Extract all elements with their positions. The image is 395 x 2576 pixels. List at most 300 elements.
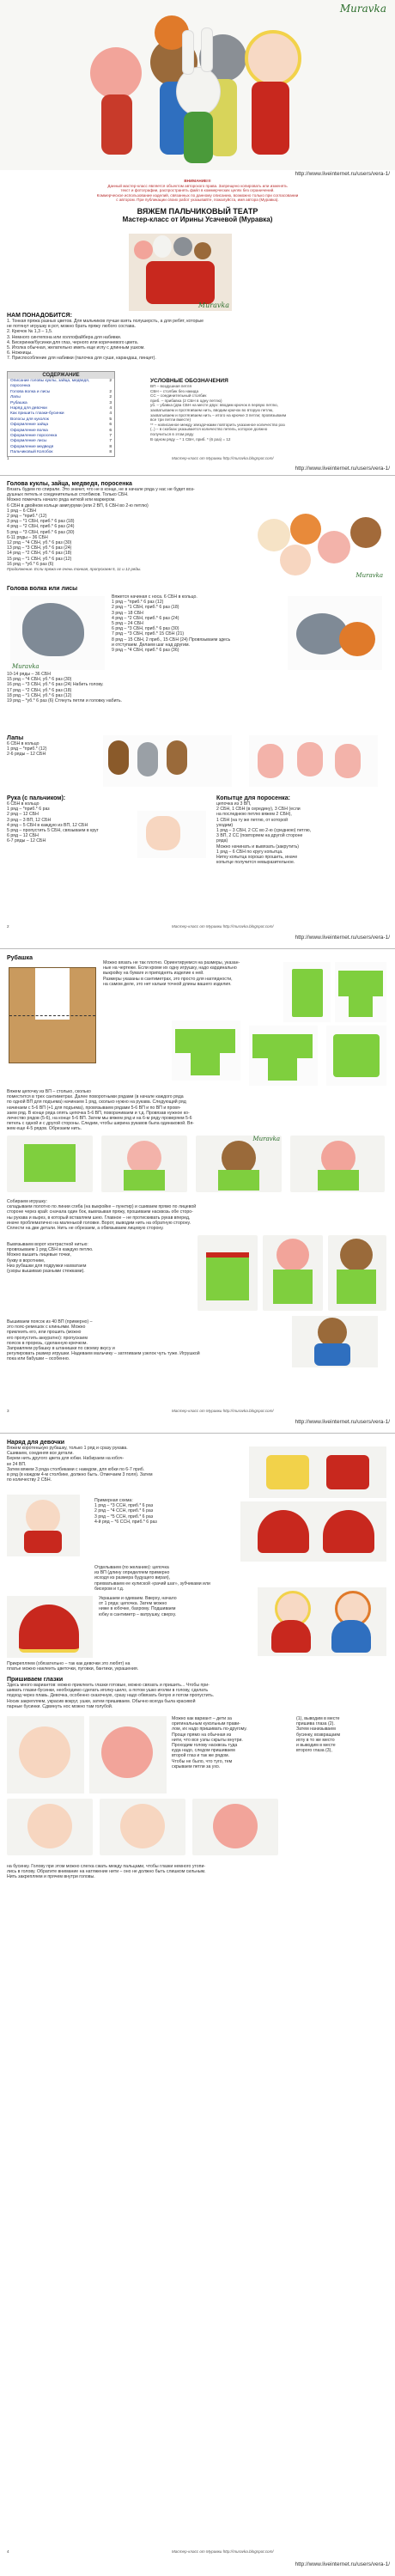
paws-line: 2-6 ряды – 12 СБН xyxy=(7,752,46,758)
eyes-line: Затем нанизываем xyxy=(296,1726,336,1733)
url-page2[interactable]: http://www.liveinternet.ru/users/vera-1/ xyxy=(295,935,390,941)
puppet-body xyxy=(271,1620,311,1653)
eyes-line: оригинальным кукольным прави- xyxy=(172,1721,240,1727)
eyes-line: второго глаза (3), xyxy=(296,1748,332,1754)
arm-line: 6 СБН в кольцо xyxy=(7,801,40,807)
wolf-line: 18 ряд – *1 СБН, уб.* 6 раз (12) xyxy=(7,692,72,698)
dress-line: 3 ряд – *5 ССН, приб.* 6 раз xyxy=(94,1513,154,1519)
url-page1[interactable]: http://www.liveinternet.ru/users/vera-1/ xyxy=(295,466,390,472)
paws-photo-2 xyxy=(249,735,378,787)
cover-photo xyxy=(0,0,395,170)
assemble-line: Вывязываем ворот контрастной нитью: xyxy=(7,1242,88,1247)
toc-row[interactable] xyxy=(8,379,114,390)
dress-piece xyxy=(266,1455,309,1489)
arm-line: 2 ряд – 12 СБН xyxy=(7,812,39,818)
assemble-line: складываем полотно по линии сгиба (на выкройке – пунктир) и сшиваем прямо по лицевой xyxy=(7,1204,197,1210)
photo-bodies xyxy=(146,261,215,304)
hoof-pink xyxy=(258,744,283,778)
arm-line: 3 ряд – 3 ВП, 12 СБН xyxy=(7,817,52,823)
hoof-pink-2 xyxy=(297,742,323,776)
dress-line: 4-й ряд – *6 ССН, приб.* 6 раз xyxy=(94,1519,157,1525)
green-shirt-piece xyxy=(349,993,373,1017)
eyes-line: Чтобы не было, что туго, тем xyxy=(172,1758,233,1764)
shirt-assemble xyxy=(7,1199,385,1231)
dress-line: 1 ряд – *3 ССН, приб.* 6 раз xyxy=(94,1503,154,1509)
arm-line: 4 ряд – 5 СБН в каждую из ВП, 12 СБН xyxy=(7,822,88,828)
green-shirt-piece xyxy=(124,1170,165,1191)
assemble-line: его пропустить аккуратно): пропускаем xyxy=(7,1335,88,1341)
wolf-line: 17 ряд – *2 СБН, уб.* 6 раз (18) xyxy=(7,687,72,693)
toc-page: 2 xyxy=(109,379,112,383)
arm-piece xyxy=(146,816,180,850)
eyes-line: Проще прямо на обычная из xyxy=(172,1732,232,1738)
puppet-head-ball xyxy=(318,1318,347,1347)
toc-row[interactable] xyxy=(8,450,114,455)
dress-line: ке 24 ВП. xyxy=(7,1461,27,1467)
eyes-line: Носик закрепляем, украсив вокруг, ушки, затем пришиваем. Обычно всегда была красивой xyxy=(7,1698,196,1704)
wolf-line: 8 ряд – 15 СБН, 2 приб., 15 СБН (24) Провязываем здесь xyxy=(112,636,231,642)
toc-label[interactable]: Оформление зайца xyxy=(10,423,49,428)
eyes-line: парные бусинки. Сдвинуть нос можно там голубой. xyxy=(7,1703,113,1709)
arm-line: 6 ряд – 12 СБН xyxy=(7,833,39,839)
page-number: 3 xyxy=(7,1409,9,1413)
head-row: 13 ряд – *3 СБН, уб.* 6 раз (24) xyxy=(7,545,72,551)
head-note: Продолжение. Если пряжа не очень тонкая, пропускаем 5, 11 и 12 ряды. xyxy=(7,567,142,572)
assemble-line: (узоры вышиваю разными стежками). xyxy=(7,1269,85,1275)
group-photo xyxy=(129,234,232,311)
photo-signature: Muravka xyxy=(12,663,40,670)
head-ball-pink xyxy=(318,531,350,563)
page-1 xyxy=(0,0,395,475)
needs-item: 6. Ножницы. xyxy=(7,350,33,356)
photo-signature: Muravka xyxy=(356,572,383,579)
green-shirt-piece xyxy=(337,1270,376,1304)
puppet-head-ball xyxy=(101,1726,153,1778)
eyes-step-photo xyxy=(192,1799,278,1855)
hoof-line: 1 ряд – 6 СБН по кругу копытца. xyxy=(216,849,283,855)
toc-label[interactable]: Рубашка xyxy=(10,400,27,405)
photo-signature: Muravka xyxy=(252,1136,280,1142)
head-row: 2 ряд – *приб.* (12) xyxy=(7,514,47,520)
wolf-photo-2 xyxy=(288,596,382,670)
legend-item: (..) – в скобках указывается количество петель, которое должно получиться в этом ряду xyxy=(150,427,268,436)
puppet-head-ball xyxy=(26,1500,60,1534)
assemble-line: это пояс-ремешок с клиньями. Можно xyxy=(7,1325,86,1331)
heads-photo xyxy=(256,514,385,579)
puppet-body xyxy=(331,1620,371,1653)
assemble-line: Низ рубашки для подружки нахватаем xyxy=(7,1263,87,1269)
dress-line: Сшиваем, соединяя все детали. xyxy=(7,1451,74,1457)
head-intro: 6 СБН в двойном кольце амигуруми (или 2 ВП, 6 СБН во 2-ю петлю) xyxy=(7,502,149,509)
needs-item: 2. Крючок № 1,3 – 1,5. xyxy=(7,329,53,335)
collar-photo xyxy=(328,1235,386,1311)
green-shirt-piece xyxy=(292,969,323,1017)
shirt-step: по одной ВП для подъема) начинаем 1 ряд, сколько нужно на рукава. Следующий ряд xyxy=(7,1099,186,1105)
page-separator xyxy=(0,475,395,476)
dress-line: платье можно наклеить цветочки, пуговки, бантики, украшения. xyxy=(7,1666,139,1672)
dress-line: 2 ряд – *4 ССН, приб.* 6 раз xyxy=(94,1508,154,1514)
assemble-line: Можно вышить лицевые точки, xyxy=(7,1252,71,1258)
page-separator xyxy=(0,1433,395,1434)
hoof-pink-3 xyxy=(335,744,361,778)
legend-item: уб. – убавка (два СБН на месте двух: вводим крючок в первую петлю, захватываем и протягиваем нить, вводим крючок во вторую петлю, захватываем и протягиваем нить – итого на крючке 3 петли; провязываем все три петли вместе) xyxy=(150,403,287,423)
needs-item: 5. Иголка обычная, желательно иметь еще иглу с длинным ушком. xyxy=(7,345,145,351)
shirt-step: заем ряд. В конце ряда опять цепочка 5-6 ВП, поворачиваем и т.д. Провязав нужное ко- xyxy=(7,1110,190,1116)
wolf-rows-2 xyxy=(7,672,385,703)
green-shirt-piece xyxy=(206,1252,249,1300)
needs-item: 1. Тонкая пряжа разных цветов. Для мальчиков лучше взять полушерсть, а для ребят, которые xyxy=(7,319,204,324)
wolf-line: Вяжется начиная с носа. 6 СБН в кольцо. xyxy=(112,594,198,600)
page-4 xyxy=(0,1436,395,2576)
wolf-line: 3 ряд – 18 СБН xyxy=(112,610,143,616)
assemble-line: ны рукава и вырез, в который вставляем шею. Главное – не протискивать рукав вперед, xyxy=(7,1215,191,1221)
wolf-line: 2 ряд – *1 СБН, приб.* 6 раз (18) xyxy=(112,605,179,611)
toc-label[interactable]: Оформление волка xyxy=(10,428,48,433)
footer-credit: Мастер-класс от Муравки http://muravka.blogspot.com/ xyxy=(172,2549,274,2554)
hare-ear-right xyxy=(201,27,213,72)
wolf-line: 19 ряд – *уб.* 6 раз (6) Стянуть петли и головку набить. xyxy=(7,698,122,704)
needs-item: не потянут игрушку в рот, можно брать пряжу любого состава. xyxy=(7,324,136,330)
needs-item: 7. Приспособление для набивки (палочка для суши, карандаш, пинцет). xyxy=(7,356,156,362)
url-page4[interactable]: http://www.liveinternet.ru/users/vera-1/ xyxy=(295,2561,390,2567)
shirt-pattern xyxy=(9,967,96,1063)
dress-line: по количеству 2 СБН. xyxy=(7,1477,52,1483)
dress-finish xyxy=(99,1596,245,1617)
dress-line: Отделываем (по желанию): цепочка xyxy=(94,1565,169,1570)
hoof-line: 2 СБН, 1 СБН (в середину), 3 СБН (если xyxy=(216,807,301,813)
shirt-step: Вяжем цепочку из ВП – столько, сколько xyxy=(7,1089,91,1094)
shirt-step: жем еще 4-5 рядов. Обрезаем нить. xyxy=(7,1126,82,1132)
assemble-line: Заправляем рубашку в штанишки по своему вкусу и xyxy=(7,1346,115,1352)
wolf-line: 9 ряд – *4 СБН, приб.* 6 раз (36) xyxy=(112,648,179,654)
wolf-line: 5 ряд – 24 СБН xyxy=(112,621,143,627)
toc-page: 6 xyxy=(109,423,112,428)
head-row: 15 ряд – *1 СБН, уб.* 6 раз (12) xyxy=(7,556,72,562)
eyes-middle-text xyxy=(172,1716,283,1769)
signature-top: Muravka xyxy=(339,3,386,15)
legend-item: ВП – воздушная петля xyxy=(150,384,191,388)
shirt-line: выкройку на бумаге и приподнять изделие к ней. xyxy=(103,971,204,977)
toc-label[interactable]: Голова волка и лисы xyxy=(10,389,51,394)
toc-page: 4 xyxy=(109,411,112,417)
eyes-tail xyxy=(7,1864,388,1880)
arm-heading: Рука (с пальчиком): xyxy=(7,795,66,801)
wolf-line: и отступаем. Делаем шаг над другим. xyxy=(112,642,190,648)
dress-photo-mid xyxy=(240,1501,386,1562)
dress-line: Украшаем и одеваем. Вверху, начало xyxy=(99,1596,177,1601)
hare-body xyxy=(184,112,213,163)
shirt-photo-5 xyxy=(326,1026,386,1086)
toc-label[interactable]: Оформление лисы xyxy=(10,439,47,444)
toc-label[interactable]: Как пришить глазки-бусинки xyxy=(10,411,64,417)
toc-label[interactable]: Оформление поросенка xyxy=(10,434,58,439)
green-shirt-piece xyxy=(268,1055,297,1081)
eyes-line: Проходим голову насквозь туда xyxy=(172,1743,238,1749)
head-heading: Голова куклы, зайца, медведя, поросенка xyxy=(7,481,132,487)
footer-credit: Мастер-класс от Муравки http://muravka.blogspot.com/ xyxy=(172,456,274,460)
puppet-head-ball xyxy=(340,1239,373,1271)
notice-line: с автором. При публикации своих работ указывайте, пожалуйста, имя автора (Муравка). xyxy=(116,198,279,203)
title-block xyxy=(0,207,395,223)
eyes-step-photo xyxy=(7,1799,93,1855)
eyes-heading: Пришиваем глазки xyxy=(7,1677,64,1683)
step-photo xyxy=(290,1136,385,1192)
paw-brown xyxy=(108,740,129,775)
dress-line: в ряд (в каждом 4-м столбике, должно быть. Отмечаем 3 поля). Затем xyxy=(7,1472,153,1478)
legend-item: В одном ряду – * 1 СБН, приб. * (6 раз) = 12 xyxy=(150,436,231,442)
toc-page: 3 xyxy=(109,400,112,405)
wolf-line: 7 ряд – *3 СБН, приб.* 15 СБН (21) xyxy=(112,631,185,637)
toc-table xyxy=(7,371,115,457)
paws-heading: Лапы xyxy=(7,735,24,741)
needs-heading: НАМ ПОНАДОБИТСЯ: xyxy=(7,313,72,319)
puppet-head-ball xyxy=(19,1726,70,1778)
paw-brown-2 xyxy=(167,740,187,775)
shirt-line: Размеры указаны в сантиметрах, это просто для наглядности, xyxy=(103,976,233,982)
legend-item: СБН – столбик без накида xyxy=(150,388,199,393)
eyes-tail-line: лись в голову. Обратите внимание на натяжение нити – оно не должно быть слишком сильным. xyxy=(7,1869,206,1875)
hare-puppet xyxy=(176,67,221,116)
legend-item: СС – соединительный столбик xyxy=(150,393,207,399)
toc-label[interactable]: Лапы xyxy=(10,395,21,400)
belt-text xyxy=(7,1319,230,1362)
legend-item: приб. – прибавка (2 СБН в одну петлю) xyxy=(150,398,222,403)
skirt-piece xyxy=(19,1605,79,1653)
paw-gray xyxy=(137,742,158,776)
girl-body xyxy=(252,82,289,155)
assemble-line: регулировать размер игрушки. Надеваем мальчику – затягиваем узелок чуть туже. Игрушкой xyxy=(7,1351,200,1357)
eyes-line: иглу в то же место xyxy=(296,1737,335,1743)
dress-line: Прикрепляем (обязательно – так как девочки это любят) на xyxy=(7,1661,131,1666)
assemble-line: Сплести на две детали. Нить не обрезаем, а обвязываем лицевую сторону. xyxy=(7,1226,164,1232)
footer-credit: Мастер-класс от Муравки http://muravka.blogspot.com/ xyxy=(172,1409,274,1413)
eyes-tail-line: на бусинку. Голову при этом можно слегка сжать между пальцами, чтобы глазки немного утопи- xyxy=(7,1864,206,1869)
needs-block xyxy=(7,313,264,362)
hoof-line: копытце получится невыразительное. xyxy=(216,860,295,866)
shirt-heading: Рубашка xyxy=(7,955,33,961)
toc-page: 8 xyxy=(109,444,112,449)
eyes-line: куда надо, следом пришиваем xyxy=(172,1748,235,1754)
head-intro: Можно помечать начало ряда ниткой или маркером. xyxy=(7,497,116,503)
assemble-line: провязываем 1 ряд СБН в каждую петлю. xyxy=(7,1247,94,1253)
eyes-line: скрываем петли за ухо. xyxy=(172,1763,221,1769)
shirt-photo-3 xyxy=(172,1020,240,1081)
toc-label[interactable]: Волосы для куколок xyxy=(10,417,49,422)
toc-page: 7 xyxy=(109,434,112,439)
eyes-line: (1), выводим в месте xyxy=(296,1716,340,1721)
collar-photos xyxy=(198,1235,386,1312)
paws-line: 6 СБН в кольцо xyxy=(7,741,40,746)
collar-photo xyxy=(263,1235,323,1311)
shirt-step: начинаем с 5-6 ВП (+1 для подъема), провязываем рядами 5-6 ВП и по ВП и провя- xyxy=(7,1105,181,1111)
head-ball-orange xyxy=(290,514,321,545)
head-intro: Вязать будем по спирали. Это значит, что не в конце, не в начале ряда у нас не будет воз- xyxy=(7,487,195,492)
arm-line: 6-7 ряды – 12 СБН xyxy=(7,838,46,844)
eyes-line: лом, их надо пришивать по-другому. xyxy=(172,1726,247,1733)
dress-heading: Наряд для девочки xyxy=(7,1440,65,1446)
shirt-step: личество рядов (5-6), на конце 5-6 ВП. Затем мы вяжем ряд и на 6-м ряду проверяем 5-6 xyxy=(7,1116,192,1122)
page-number: 2 xyxy=(7,924,9,929)
photo-pig xyxy=(134,241,153,259)
eyes-line: шивать глазки-бусинки, необходимо сделать иголку-шило, а потом ушко иголки в голову, сделать xyxy=(7,1688,209,1694)
hoof-line: цепочка из 3 ВП, xyxy=(216,801,252,807)
hoof-line: Можно начинать и вывязать (закрутить) xyxy=(216,843,300,850)
collar-text xyxy=(7,1242,179,1274)
toc-page: 7 xyxy=(109,439,112,444)
toc-label[interactable]: Оформление медведя xyxy=(10,444,54,449)
needs-item: 3. Немного синтепона или холлофайбера для набивки. xyxy=(7,334,122,340)
head-row: 5 ряд – *3 СБН, приб.* 6 раз (30) xyxy=(7,529,75,535)
assemble-line: иначе проблематично на маленькой головке. Ворот, выводим нить на обратную сторону. xyxy=(7,1220,191,1226)
eyes-photo-a xyxy=(7,1716,84,1793)
hoof-line: 1 ряд – 3 СБН, 2 СС во 2-ю (среднюю) петлю, xyxy=(216,828,312,834)
assemble-line: Вышиваем поясок из 40 ВП (примерно) – xyxy=(7,1319,93,1325)
collar-photo xyxy=(198,1235,258,1311)
legend-block xyxy=(150,378,288,442)
hoof-heading: Копытце для поросенка: xyxy=(216,795,290,801)
page-3 xyxy=(0,952,395,1431)
eyes-section xyxy=(7,1677,388,1709)
dress-line: Примерная схема: xyxy=(94,1498,133,1503)
dress-scheme xyxy=(94,1498,215,1525)
shirt-intro xyxy=(103,960,275,987)
arm-line: 1 ряд – *приб.* 6 раз xyxy=(7,807,50,813)
paws-photo xyxy=(103,735,232,787)
notice-line: Коммерческое использование изделий, связанных по данному описанию, возможно только при согласовании xyxy=(96,192,299,198)
dress-line: из ВП (длину определяем примерно xyxy=(94,1570,170,1576)
arm-photo xyxy=(137,811,206,858)
dress-piece xyxy=(326,1455,369,1489)
paws-section xyxy=(7,735,110,758)
eyes-step-photo xyxy=(100,1799,185,1855)
head-row: 1 ряд – 6 СБН xyxy=(7,508,36,514)
head-ball-brown xyxy=(350,517,381,548)
legend-heading: УСЛОВНЫЕ ОБОЗНАЧЕНИЯ xyxy=(150,378,228,384)
green-shirt-piece xyxy=(24,1144,76,1182)
green-shirt-piece xyxy=(318,1170,359,1191)
toc-label[interactable]: Описание головы куклы, зайца, медведя, поросенка xyxy=(10,379,90,389)
toc-page: 6 xyxy=(109,428,112,433)
dress-note xyxy=(7,1661,385,1672)
head-intro: душных петель и соединительных столбиков. Только СБН. xyxy=(7,492,129,498)
eyes-line: нити, что все узлы скрыты внутри. xyxy=(172,1737,243,1743)
dress-photo-final xyxy=(258,1587,386,1656)
eyes-line: бусинку, возвращаем xyxy=(296,1732,341,1738)
dress-line: юбку в сантиметр – ватрушку, сверху. xyxy=(99,1611,177,1617)
page-title: ВЯЖЕМ ПАЛЬЧИКОВЫЙ ТЕАТР xyxy=(137,207,258,216)
hoof-line: 3 ВП, 2 СС (повторяем на другой стороне xyxy=(216,833,303,839)
hoof-line: уходим) xyxy=(216,822,234,828)
pig-body xyxy=(101,94,132,155)
girl-puppet xyxy=(245,30,301,87)
shirt-line: ные на чертеже. Если кроме их одну игрушку, надо кардинально xyxy=(103,965,237,971)
page-2 xyxy=(0,478,395,947)
eyes-right-text xyxy=(296,1716,386,1753)
green-shirt-piece xyxy=(191,1050,220,1075)
toc-label[interactable]: Пальчиковый Колобок xyxy=(10,450,53,455)
dress-line: Берем нить другого цвета для юбки. Набираем на юбоч- xyxy=(7,1456,125,1462)
head-row: 4 ряд – *2 СБН, приб.* 6 раз (24) xyxy=(7,524,75,530)
shirt-photo-1 xyxy=(283,962,331,1022)
head-row: 16 ряд – *уб.* 6 раз (6) xyxy=(7,561,54,567)
dress-line: Вяжем коротенькую рубашку, только 1 ряд и сразу рукава. xyxy=(7,1446,128,1451)
url-top[interactable]: http://www.liveinternet.ru/users/vera-1/ xyxy=(295,171,390,177)
paws-line: 1 ряд – *приб.* (12) xyxy=(7,746,47,752)
wolf-line: 4 ряд – *2 СБН, приб.* 6 раз (24) xyxy=(112,615,179,621)
toc-page: 8 xyxy=(109,450,112,455)
eyes-line: второй глаз и так же рядом. xyxy=(172,1753,230,1759)
head-row: 6-11 ряды – 36 СБН xyxy=(7,534,48,540)
url-page3[interactable]: http://www.liveinternet.ru/users/vera-1/ xyxy=(295,1419,390,1425)
assemble-line: приклеить его, или прошить (можно xyxy=(7,1330,82,1336)
eyes-tail-line: Нить закрепляем и прячем внутри головы. xyxy=(7,1874,95,1880)
shirt-line: Можно вязать не так плотно. Ориентируемся на размеры, указан- xyxy=(103,960,240,965)
pattern-fold-line xyxy=(9,1015,95,1016)
shirt-step: петель с одной и с другой стороны. Следим, чтобы ширина рукавов была одинаковой. Вя- xyxy=(7,1121,194,1127)
skirt-piece xyxy=(258,1510,309,1553)
puppet-head-ball xyxy=(276,1239,309,1271)
eyes-photo-b xyxy=(89,1716,167,1793)
eyes-line: и выводим в месте xyxy=(296,1743,336,1749)
footer-credit: Мастер-класс от Муравки http://muravka.blogspot.com/ xyxy=(172,924,274,929)
photo-bear xyxy=(194,242,211,259)
shirt-step: поместится в трех сантиметрах. Далее поворотными рядами (в начале каждого ряда xyxy=(7,1094,184,1100)
assemble-line: стороне через край: сначала один бок, вывязывая пряжу, прошиваем насквозь обе сторо- xyxy=(7,1209,193,1215)
toc-page: 4 xyxy=(109,406,112,411)
step-photos xyxy=(7,1136,388,1194)
assemble-line: букву в воротнике, xyxy=(7,1258,46,1264)
notice-line: текст и фотографии, распространять файл в коммерческих целях без ограничений. xyxy=(120,188,275,193)
wolf-heading: Голова волка или лисы xyxy=(7,586,78,592)
head-section xyxy=(7,481,230,572)
hoof-line: ряда) xyxy=(216,838,228,844)
skirt-piece xyxy=(323,1510,374,1553)
eyes-photos-row xyxy=(7,1799,388,1859)
notice-title: ВНИМАНИЕ!!! xyxy=(184,179,211,183)
shirt-photo-4 xyxy=(249,1026,318,1086)
dress-photo-top xyxy=(249,1446,386,1498)
puppet-body xyxy=(314,1343,350,1366)
dress-section xyxy=(7,1440,222,1483)
wolf-section xyxy=(7,586,385,592)
page-subtitle: Мастер-класс от Ирины Усачевой (Муравка) xyxy=(122,216,273,223)
green-shirt-piece xyxy=(273,1270,313,1304)
toc-heading: СОДЕРЖАНИЕ xyxy=(8,372,114,379)
legend-item: ** – написанное между звездочками повторить указанное количество раз xyxy=(150,422,285,427)
wolf-rows xyxy=(112,594,283,653)
toc-label[interactable]: Наряд для девочки xyxy=(10,406,47,411)
wolf-head-shape xyxy=(22,603,84,656)
step-photo xyxy=(101,1136,187,1192)
photo-signature: Muravka xyxy=(198,301,229,309)
assemble-line: Собираем игрушку: xyxy=(7,1199,47,1204)
eyes-line: пришива глаза (2). xyxy=(296,1721,335,1727)
pattern-cutout xyxy=(35,968,70,1020)
hare-ear-left xyxy=(182,30,194,75)
hoof-line: 1 СБН (на ту же петлю, от которой xyxy=(216,817,288,823)
dress-line: Затем вяжем 3 ряда столбиками с накидом, для юбки по 6-7 приб. xyxy=(7,1466,145,1472)
arm-section xyxy=(7,795,136,844)
needs-item: 4. Бисеринки/бусинки для глаз, черного или коричневого цвета. xyxy=(7,339,139,345)
page-number: 1 xyxy=(7,456,9,460)
wolf-line: 15 ряд – *4 СБН, уб.* 6 раз (30) xyxy=(7,677,72,683)
arm-line: 5 ряд – пропустить 5 СБН, связываем в круг xyxy=(7,828,99,834)
wolf-line: 10-14 ряды – 36 СБН xyxy=(7,672,51,677)
toc-page: 5 xyxy=(109,417,112,422)
dress-photo-left xyxy=(7,1495,80,1556)
dress-trim xyxy=(94,1565,266,1592)
puppet-head-ball xyxy=(27,1804,72,1848)
